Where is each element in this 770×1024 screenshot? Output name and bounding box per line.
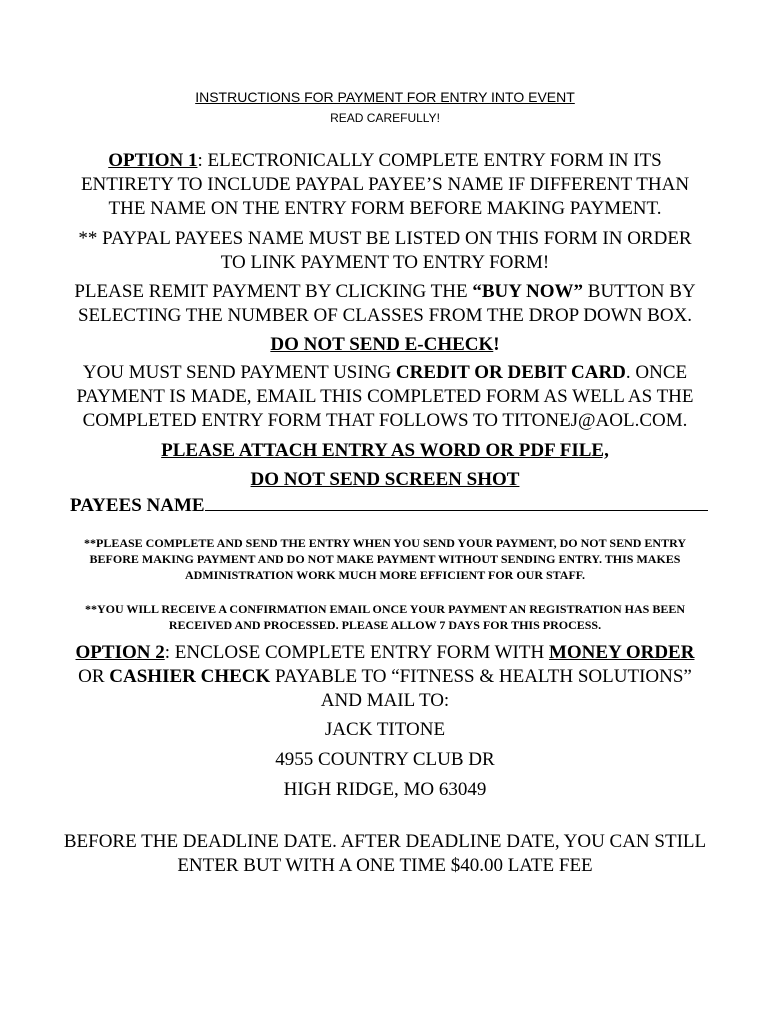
confirmation-note (0, 601, 770, 633)
attach-instruction-line2: DO NOT SEND SCREEN SHOT (250, 469, 520, 490)
deadline-line2: ENTER BUT WITH A ONE TIME $40.00 LATE FEE (177, 855, 593, 876)
buy-now-text: “BUY NOW” (472, 281, 584, 302)
option1-label: OPTION 1 (108, 150, 198, 171)
credit-line3: COMPLETED ENTRY FORM THAT FOLLOWS TO TITONEJ@AOL.COM. (82, 410, 688, 431)
mail-city: HIGH RIDGE, MO 63049 (283, 779, 487, 800)
no-echeck-warning (0, 333, 770, 357)
no-echeck-mark: ! (493, 334, 500, 355)
entry-timing-note (0, 535, 770, 583)
option1-line1 (0, 149, 770, 173)
remit-instructions (0, 280, 770, 328)
remit-pre: PLEASE REMIT PAYMENT BY CLICKING THE (74, 281, 473, 302)
option1-line2: ENTIRETY TO INCLUDE PAYPAL PAYEE’S NAME IF DIFFERENT THAN (80, 174, 690, 195)
credit-card-instructions (0, 361, 770, 433)
note1-line2: BEFORE MAKING PAYMENT AND DO NOT MAKE PAYMENT WITHOUT SENDING ENTRY. THIS MAKES (89, 552, 681, 566)
deadline-note (0, 830, 770, 878)
credit-post: . ONCE (625, 362, 688, 383)
credit-bold: CREDIT OR DEBIT CARD (395, 362, 626, 383)
credit-line1 (0, 361, 770, 385)
mail-name: JACK TITONE (324, 719, 446, 740)
option2-line2-post: PAYABLE TO “FITNESS & HEALTH SOLUTIONS” (270, 666, 692, 687)
mail-street: 4955 COUNTRY CLUB DR (275, 749, 495, 770)
payees-name-label: PAYEES NAME (70, 495, 205, 516)
remit-line2: SELECTING THE NUMBER OF CLASSES FROM THE DROP DOWN BOX. (77, 305, 693, 326)
option2-line1 (0, 641, 770, 665)
option2-line2-pre: OR (78, 666, 110, 687)
paypal-note-line2: TO LINK PAYMENT TO ENTRY FORM! (220, 252, 550, 273)
no-echeck-text: DO NOT SEND E-CHECK (270, 334, 494, 355)
credit-line2: PAYMENT IS MADE, EMAIL THIS COMPLETED FORM AS WELL AS THE (76, 386, 694, 407)
note1-line1: **PLEASE COMPLETE AND SEND THE ENTRY WHEN YOU SEND YOUR PAYMENT, DO NOT SEND ENTRY (83, 536, 687, 550)
option1-paragraph (0, 149, 770, 221)
paypal-note (0, 227, 770, 275)
note2-line1: **YOU WILL RECEIVE A CONFIRMATION EMAIL ONCE YOUR PAYMENT AN REGISTRATION HAS BEEN (84, 602, 686, 616)
payees-name-field[interactable] (70, 492, 708, 518)
option2-label: OPTION 2 (75, 642, 165, 663)
note1-line3: ADMINISTRATION WORK MUCH MORE EFFICIENT FOR OUR STAFF. (184, 568, 586, 582)
cashier-check-text: CASHIER CHECK (109, 666, 271, 687)
remit-post: BUTTON BY (583, 281, 696, 302)
attach-instruction-line1: PLEASE ATTACH ENTRY AS WORD OR PDF FILE, (161, 440, 609, 461)
money-order-text: MONEY ORDER (548, 642, 695, 663)
credit-pre: YOU MUST SEND PAYMENT USING (82, 362, 396, 383)
deadline-line1: BEFORE THE DEADLINE DATE. AFTER DEADLINE DATE, YOU CAN STILL (63, 831, 707, 852)
page-subtitle: READ CAREFULLY! (330, 111, 440, 125)
option2-paragraph (0, 641, 770, 713)
remit-line1 (0, 280, 770, 304)
option2-line3: AND MAIL TO: (320, 690, 450, 711)
option1-text-line1: : ELECTRONICALLY COMPLETE ENTRY FORM IN ITS (197, 150, 662, 171)
note2-line2: RECEIVED AND PROCESSED. PLEASE ALLOW 7 DAYS FOR THIS PROCESS. (168, 618, 602, 632)
option1-line3: THE NAME ON THE ENTRY FORM BEFORE MAKING PAYMENT. (108, 198, 662, 219)
option2-text: : ENCLOSE COMPLETE ENTRY FORM WITH (164, 642, 549, 663)
payees-name-blank[interactable] (205, 492, 708, 511)
paypal-note-line1: ** PAYPAL PAYEES NAME MUST BE LISTED ON THIS FORM IN ORDER (78, 228, 692, 249)
option2-line2 (0, 665, 770, 689)
page-title: INSTRUCTIONS FOR PAYMENT FOR ENTRY INTO EVENT (195, 89, 575, 105)
